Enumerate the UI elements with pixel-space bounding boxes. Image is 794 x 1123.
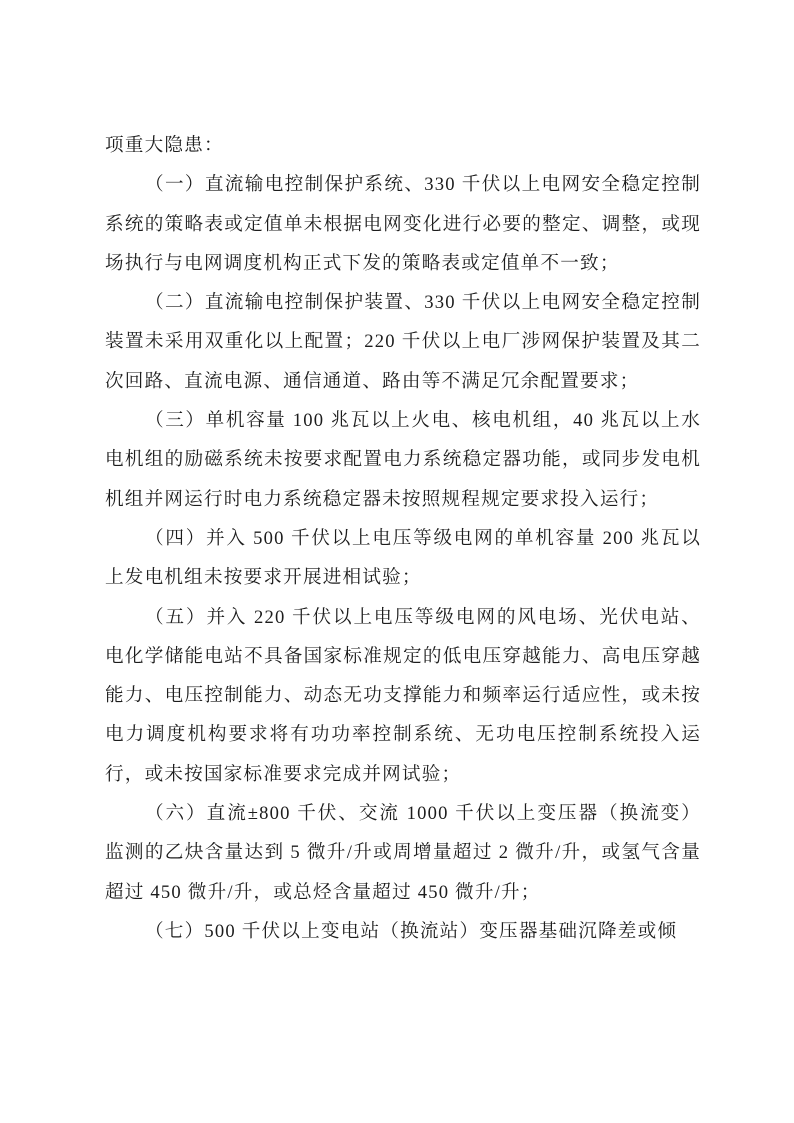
document-text-block xyxy=(105,126,701,951)
paragraph-item-1: （一）直流输电控制保护系统、330 千伏以上电网安全稳定控制系统的策略表或定值单未根据电网变化进行必要的整定、调整，或现场执行与电网调度机构正式下发的策略表或定值单不一致； xyxy=(105,174,701,274)
paragraph-item-2: （二）直流输电控制保护装置、330 千伏以上电网安全稳定控制装置未采用双重化以上配置；220 千伏以上电厂涉网保护装置及其二次回路、直流电源、通信通道、路由等不满足冗余配置要求； xyxy=(105,292,701,392)
paragraph-item-6: （六）直流±800 千伏、交流 1000 千伏以上变压器（换流变）监测的乙炔含量达到 5 微升/升或周增量超过 2 微升/升，或氢气含量超过 450 微升/升，或总烃含量超过 450 微升/升； xyxy=(105,803,701,903)
paragraph-item-3: （三）单机容量 100 兆瓦以上火电、核电机组，40 兆瓦以上水电机组的励磁系统未按要求配置电力系统稳定器功能，或同步发电机机组并网运行时电力系统稳定器未按照规程规定要求投入运行； xyxy=(105,410,701,510)
paragraph-item-7: （七）500 千伏以上变电站（换流站）变压器基础沉降差或倾 xyxy=(145,920,678,942)
paragraph-item-5: （五）并入 220 千伏以上电压等级电网的风电场、光伏电站、电化学储能电站不具备国家标准规定的低电压穿越能力、高电压穿越能力、电压控制能力、动态无功支撑能力和频率运行适应性，或未按电力调度机构要求将有功功率控制系统、无功电压控制系统投入运行，或未按国家标准要求完成并网试验； xyxy=(105,606,701,785)
paragraph-continuation: 项重大隐患： xyxy=(105,135,224,156)
paragraph-item-4: （四）并入 500 千伏以上电压等级电网的单机容量 200 兆瓦以上发电机组未按要求开展进相试验； xyxy=(105,527,701,589)
